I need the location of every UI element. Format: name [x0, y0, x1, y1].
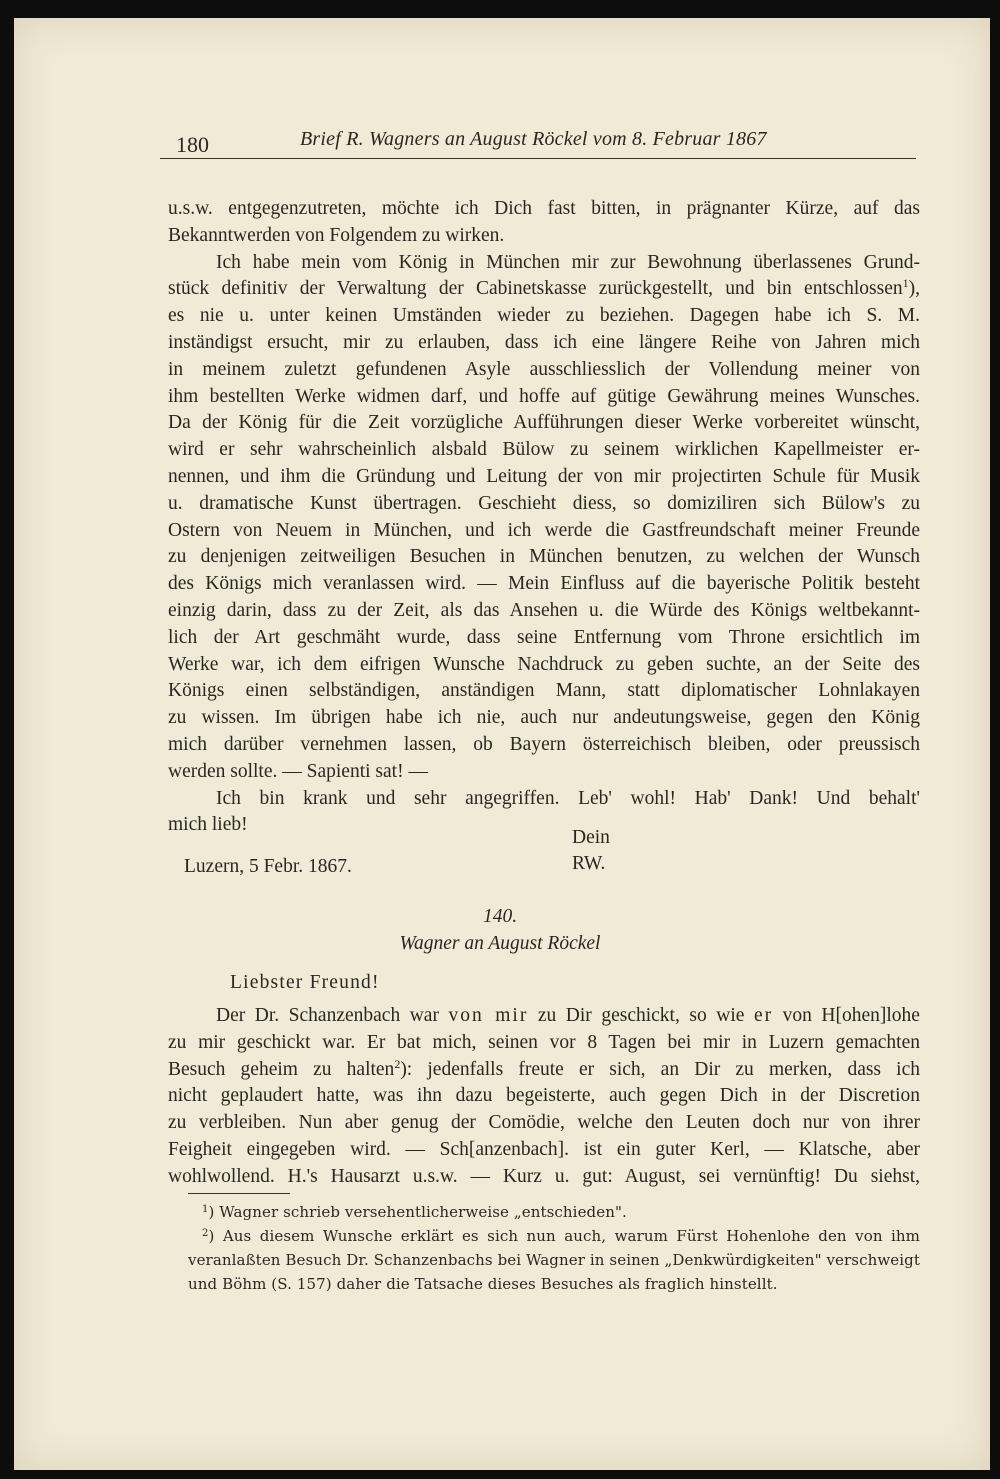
letter-number: 140. — [482, 906, 518, 927]
text-line: einzig darin, dass zu der Zeit, als das Ansehen u. die Würde des Königs weltbekannt- — [168, 599, 920, 621]
text-line: Feigheit eingegeben wird. — Sch[anzenbach]. ist ein guter Kerl, — Klatsche, aber — [168, 1138, 920, 1160]
footnote-line: und Böhm (S. 157) daher die Tatsache dieses Besuches als fraglich hinstellt. — [188, 1275, 778, 1293]
footnote-mark: 2 — [202, 1228, 209, 1239]
text-line: wohlwollend. H.'s Hausarzt u.s.w. — Kurz u. gut: August, sei vernünftig! Du siehst, — [168, 1165, 920, 1187]
text-line — [168, 1057, 920, 1084]
text-line: Königs einen selbständigen, anständigen Mann, statt diplomatischer Lohnlakayen — [168, 680, 920, 702]
text-line: werden sollte. — Sapienti sat! — — [168, 760, 428, 782]
text-line: lich der Art geschmäht wurde, dass seine Entfernung vom Throne ersichtlich im — [168, 626, 920, 648]
emphasis-span: er — [753, 1005, 774, 1026]
text-line: inständigst ersucht, mir zu erlauben, dass ich eine längere Reihe von Jahren mich — [168, 331, 920, 353]
text-line: es nie u. unter keinen Umständen wieder zu beziehen. Dagegen habe ich S. M. — [168, 305, 920, 327]
text-line: ihm bestellten Werke widmen darf, und hoffe auf gütige Gewährung meines Wunsches. — [168, 385, 920, 407]
footnote-line: veranlaßten Besuch Dr. Schanzenbachs bei Wagner in seinen „Denkwürdigkeiten" verschweigt — [188, 1251, 920, 1269]
text-line: Ostern von Neuem in München, und ich werde die Gastfreundschaft meiner Freunde — [168, 519, 920, 541]
footnote-text: ) Wagner schrieb versehentlicherweise „entschieden". — [208, 1203, 627, 1221]
text-span: Der Dr. Schanzenbach war — [216, 1005, 449, 1026]
footnote-1 — [188, 1200, 920, 1224]
text-line: wird er sehr wahrscheinlich alsbald Bülow zu seinem wirklichen Kapellmeister er- — [168, 439, 920, 461]
footnote-ref: 2 — [394, 1056, 401, 1071]
letter-title: Wagner an August Röckel — [399, 933, 601, 954]
salutation: Liebster Freund! — [230, 972, 380, 993]
text-line: zu verbleiben. Nun aber genug der Comödie, welche den Leuten doch nur von ihrer — [168, 1112, 920, 1134]
footnotes — [188, 1200, 920, 1296]
text-line: nennen, und ihm die Gründung und Leitung der von mir projectirten Schule für Musik — [168, 465, 920, 487]
footnote-mark: 1 — [202, 1204, 209, 1215]
text-line: nicht geplaudert hatte, was ihn dazu begeisterte, auch gegen Dich in der Discretion — [168, 1085, 920, 1107]
text-line: mich darüber vernehmen lassen, ob Bayern österreichisch bleiben, oder preussisch — [168, 733, 920, 755]
page-header — [160, 112, 916, 159]
text-line: u. dramatische Kunst übertragen. Geschieht diess, so domiziliren sich Bülow's zu — [168, 492, 920, 514]
text-line: Werke war, ich dem eifrigen Wunsche Nachdruck zu geben suchte, an der Seite des — [168, 653, 920, 675]
closing-dein: Dein — [572, 827, 610, 848]
text-span: ), — [908, 278, 920, 300]
text-span: ): jedenfalls freute er sich, an Dir zu merken, dass ich — [400, 1058, 920, 1080]
text-span: von H[ohen]lohe — [773, 1005, 920, 1026]
text-line: mich lieb! — [168, 814, 248, 836]
text-line: zu wissen. Im übrigen habe ich nie, auch nur andeutungsweise, gegen den König — [168, 707, 920, 729]
page-number: 180 — [176, 132, 209, 157]
footnote-ref: 1 — [902, 276, 909, 291]
text-line: zu mir geschickt war. Er bat mich, seinen vor 8 Tagen bei mir in Luzern gemachten — [168, 1031, 920, 1053]
text-line: in meinem zuletzt gefundenen Asyle ausschliesslich der Vollendung meiner von — [168, 358, 920, 380]
footnote-divider — [188, 1193, 290, 1194]
place-date: Luzern, 5 Febr. 1867. — [184, 856, 352, 877]
text-span: Besuch geheim zu halten — [168, 1058, 395, 1080]
letter-139-continuation — [168, 196, 920, 839]
text-line: Ich habe mein vom König in München mir zur Bewohnung überlassenes Grund- — [216, 251, 920, 273]
closing-signature: RW. — [572, 853, 606, 874]
text-line: u.s.w. entgegenzutreten, möchte ich Dich fast bitten, in prägnanter Kürze, auf das — [168, 198, 920, 219]
text-line: des Königs mich veranlassen wird. — Mein Einfluss auf die bayerische Politik besteht — [168, 573, 920, 595]
footnote-2 — [188, 1224, 920, 1248]
running-title: Brief R. Wagners an August Röckel vom 8. Februar 1867 — [300, 128, 767, 150]
letter-140-body — [168, 1003, 920, 1191]
text-line: Da der König für die Zeit vorzügliche Aufführungen dieser Werke vorbereitet wünscht, — [168, 412, 920, 434]
text-line: Ich bin krank und sehr angegriffen. Leb' wohl! Hab' Dank! Und behalt' — [216, 787, 920, 809]
text-line: zu denjenigen zeitweiligen Besuchen in München benutzen, zu welchen der Wunsch — [168, 546, 920, 568]
footnote-text: ) Aus diesem Wunsche erklärt es sich nun auch, warum Fürst Hohenlohe den von ihm — [208, 1227, 920, 1245]
text-line — [168, 276, 920, 303]
text-span: stück definitiv der Verwaltung der Cabinetskasse zurückgestellt, und bin entschlossen — [168, 278, 903, 300]
text-span: zu Dir geschickt, so wie — [528, 1005, 754, 1026]
emphasis-span: von mir — [448, 1005, 529, 1026]
text-line: Bekanntwerden von Folgendem zu wirken. — [168, 224, 505, 246]
text-line — [168, 1003, 920, 1030]
